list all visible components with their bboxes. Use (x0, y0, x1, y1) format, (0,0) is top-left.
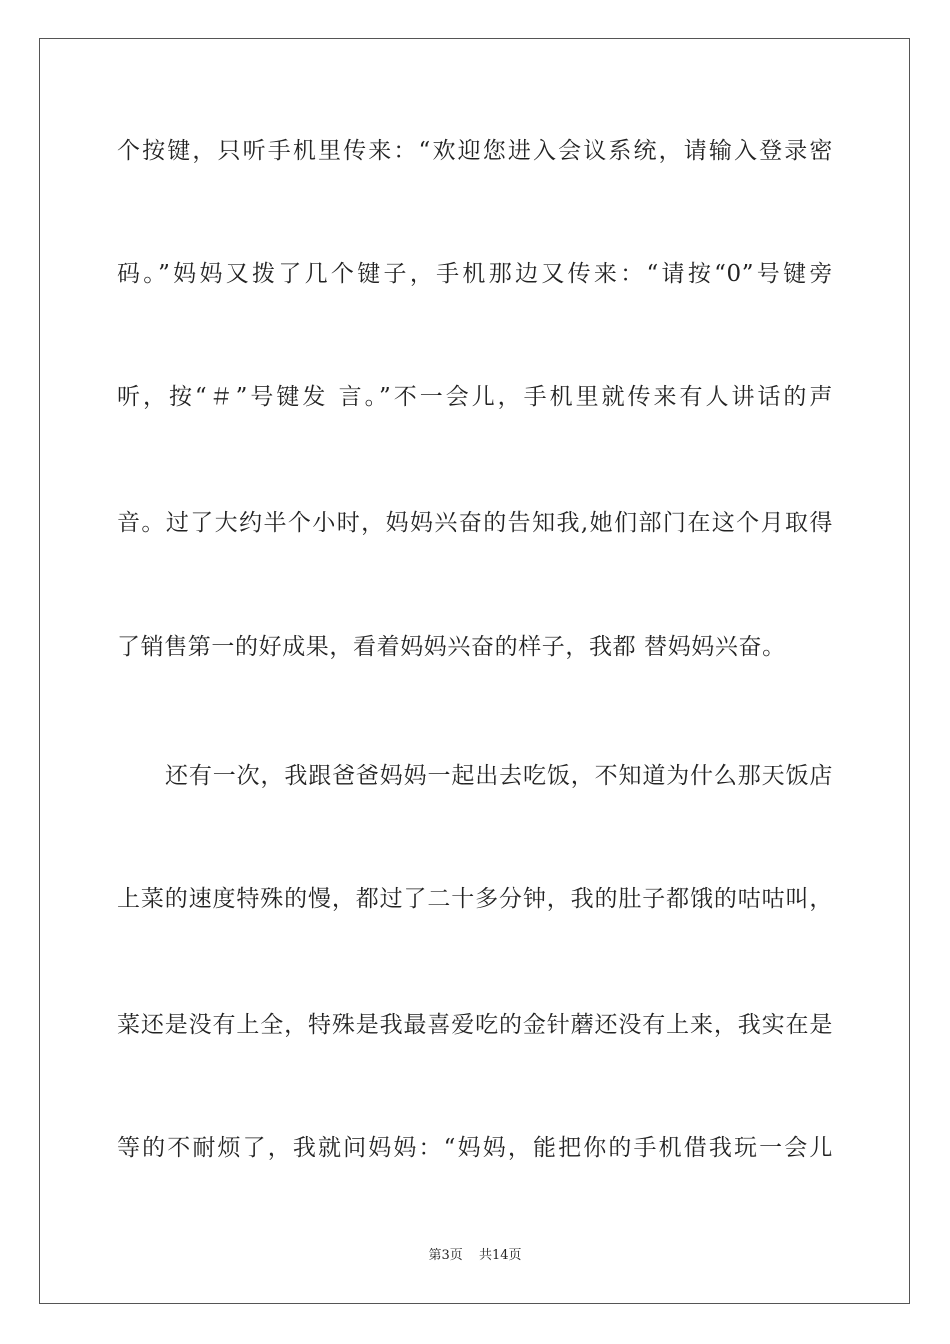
paragraph-line: 音。过了大约半个小时，妈妈兴奋的告知我,她们部门在这个月取得 (117, 510, 833, 536)
paragraph-line: 还有一次，我跟爸爸妈妈一起出去吃饭，不知道为什么那天饭店 (165, 763, 833, 789)
page-border (39, 38, 910, 1304)
paragraph-line: 菜还是没有上全，特殊是我最喜爱吃的金针蘑还没有上来，我实在是 (117, 1012, 833, 1038)
paragraph-line: 码。”妈妈又拨了几个键子，手机那边又传来：“请按“0”号键旁 (117, 261, 833, 287)
page-total: 共14页 (478, 1248, 522, 1263)
paragraph-line: 个按键，只听手机里传来：“欢迎您进入会议系统，请输入登录密 (117, 138, 833, 164)
page-footer (0, 1246, 950, 1266)
page-number: 第3页 (428, 1248, 463, 1263)
paragraph-line: 听，按“＃”号键发 言。”不一会儿，手机里就传来有人讲话的声 (117, 384, 833, 410)
paragraph-line: 等的不耐烦了，我就问妈妈：“妈妈，能把你的手机借我玩一会儿 (117, 1135, 833, 1161)
paragraph-line: 上菜的速度特殊的慢，都过了二十多分钟，我的肚子都饿的咕咕叫， (117, 886, 833, 912)
paragraph-line: 了销售第一的好成果，看着妈妈兴奋的样子，我都 替妈妈兴奋。 (117, 634, 786, 660)
